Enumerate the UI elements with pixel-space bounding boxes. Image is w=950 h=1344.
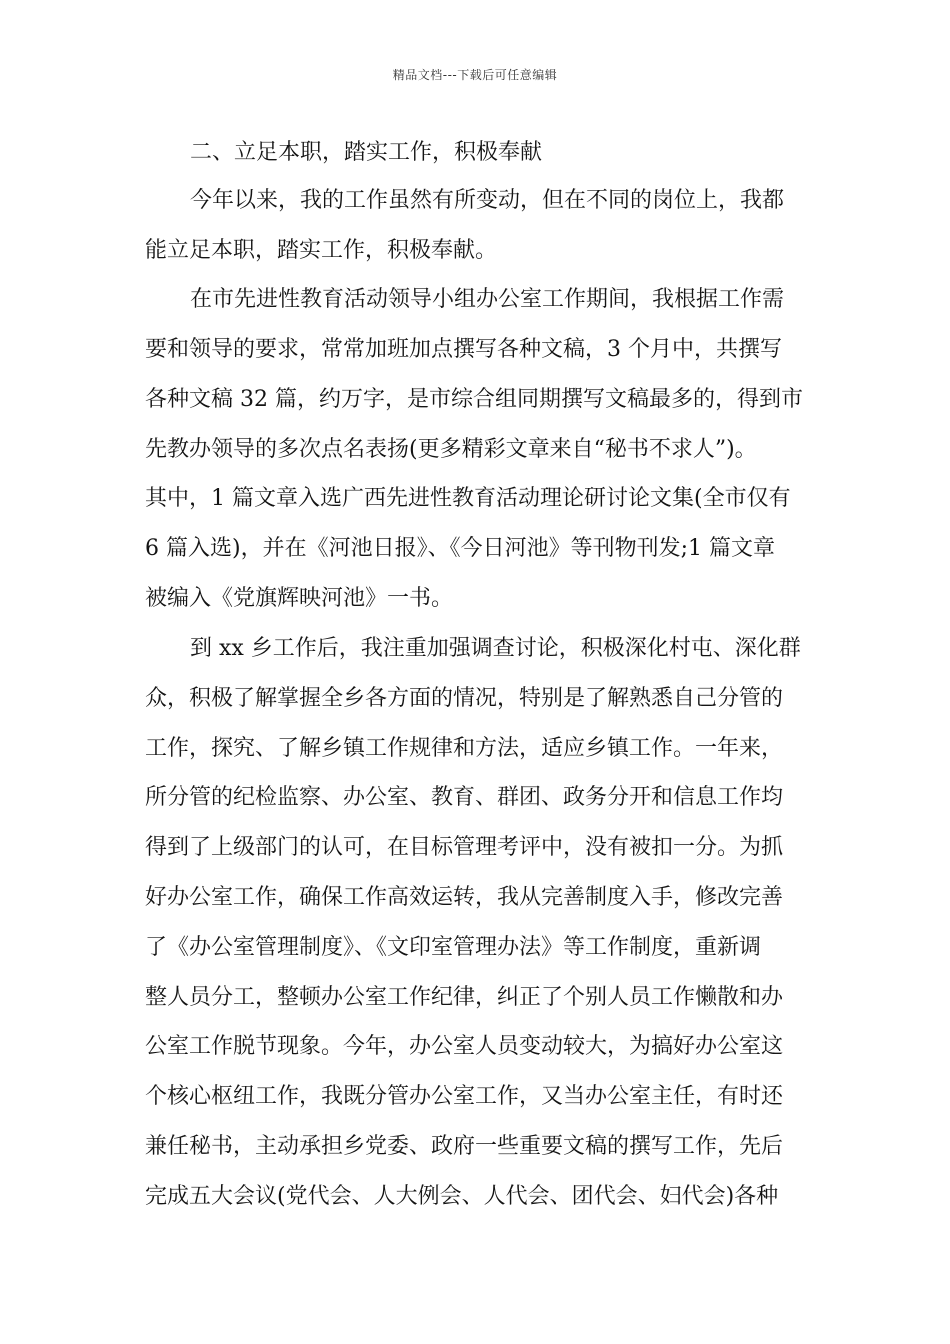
paragraph-line: 被编入《党旗辉映河池》一书。 [145,586,454,611]
paragraph-line: 要和领导的要求，常常加班加点撰写各种文稿，3 个月中，共撰写 [145,337,782,362]
paragraph-line: 了《办公室管理制度》、《文印室管理办法》等工作制度，重新调 [145,935,762,960]
paragraph-line: 其中，1 篇文章入选广西先进性教育活动理论研讨论文集(全市仅有 [145,486,791,511]
paragraph-line: 众，积极了解掌握全乡各方面的情况，特别是了解熟悉自己分管的 [145,686,784,711]
paragraph-line: 得到了上级部门的认可，在目标管理考评中，没有被扣一分。为抓 [145,835,784,860]
paragraph-line: 先教办领导的多次点名表扬(更多精彩文章来自“秘书不求人”)。 [145,437,757,462]
paragraph-line: 好办公室工作，确保工作高效运转，我从完善制度入手，修改完善 [145,885,784,910]
section-title: 二、立足本职，踏实工作，积极奉献 [190,140,543,165]
paragraph-line: 各种文稿 32 篇，约万字，是市综合组同期撰写文稿最多的，得到市 [145,387,803,412]
paragraph-line: 兼任秘书，主动承担乡党委、政府一些重要文稿的撰写工作，先后 [145,1134,784,1159]
paragraph-line: 今年以来，我的工作虽然有所变动，但在不同的岗位上，我都 [190,188,785,213]
paragraph-line: 公室工作脱节现象。今年，办公室人员变动较大，为搞好办公室这 [145,1034,784,1059]
paragraph-line: 整人员分工，整顿办公室工作纪律，纠正了个别人员工作懒散和办 [145,985,784,1010]
paragraph-line: 在市先进性教育活动领导小组办公室工作期间，我根据工作需 [190,287,785,312]
paragraph-line: 个核心枢纽工作，我既分管办公室工作，又当办公室主任，有时还 [145,1084,784,1109]
paragraph-line: 到 xx 乡工作后，我注重加强调查讨论，积极深化村屯、深化群 [190,636,801,661]
paragraph-line: 完成五大会议(党代会、人大例会、人代会、团代会、妇代会)各种 [145,1184,779,1209]
paragraph-line: 工作，探究、了解乡镇工作规律和方法，适应乡镇工作。一年来， [145,736,784,761]
paragraph-line: 所分管的纪检监察、办公室、教育、群团、政务分开和信息工作均 [145,785,784,810]
page-header: 精品文档---下载后可任意编辑 [392,68,558,82]
paragraph-line: 6 篇入选)，并在《河池日报》、《今日河池》等刊物刊发;1 篇文章 [145,536,775,561]
paragraph-line: 能立足本职，踏实工作，积极奉献。 [145,238,498,263]
